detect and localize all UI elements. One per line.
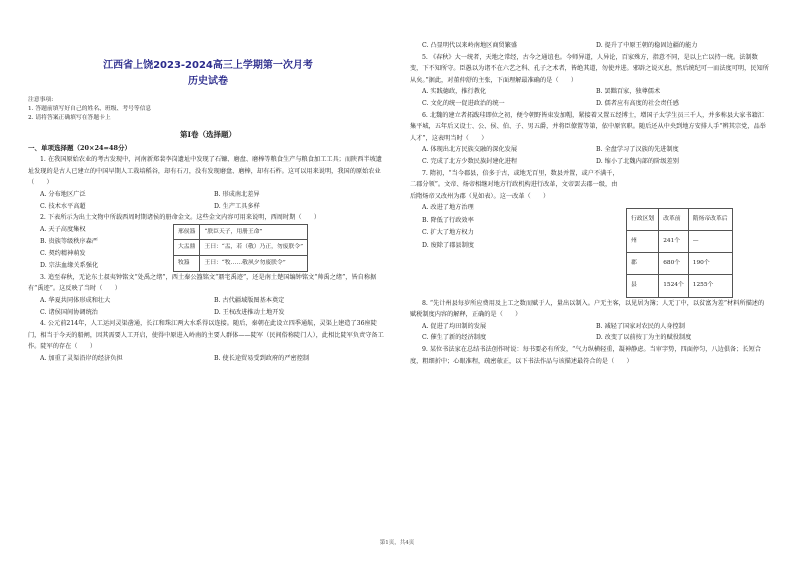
table-cell: 县	[627, 275, 659, 297]
table-header: 隋炀帝改革后	[688, 208, 732, 230]
option: C. 扩大了地方权力	[422, 229, 474, 237]
table-header: 改革前	[659, 208, 689, 230]
option: C. 完成了北方少数民族封建化进程	[422, 157, 518, 165]
option: B. 全盘学习了汉族的先进制度	[596, 146, 679, 154]
exam-subtitle: 历史试卷	[188, 76, 228, 87]
q2-body	[28, 224, 388, 272]
option: D. 改变了以前按丁为主的赋役制度	[596, 334, 692, 342]
q5-options	[410, 86, 770, 109]
page-footer: 第1页，共4页	[379, 540, 415, 546]
q1-text: 1. 在我国原始农业的考古发现中，河南新郑裴李岗遗址中发现了石镰、磨盘、磨棒等粮食生产与粮食加工工具；而陕西半坡遗址发现的是古人已建立的中国早期人工栽培稻谷，却有石刀，没有发现磨盘、磨棒，却有石柞。这可以用来说明，我国的原始农业（ ）	[28, 156, 382, 187]
volume-title: 第I卷（选择题）	[179, 130, 236, 139]
table-row	[627, 275, 733, 297]
option: B. 降低了行政效率	[422, 216, 474, 224]
option: D. 废除了郡县制度	[422, 241, 474, 249]
table-row	[627, 253, 733, 275]
q5-text: 5. 《春秋》大一统者，天地之常经，古今之通谊也。今师异道，人异论，百家殊方，指意不同，是以上亡以持一统。法制数变，下不知所守。臣愚以为诸不在六艺之科、孔子之术者，皆绝其道，勿使并进。邪辟之说灭息，然后统纪可一而法度可明，民知所从矣。”据此，对董仲舒的主张，下面理解最准确的是（ ）	[410, 53, 769, 84]
q3-options	[28, 295, 388, 318]
table-cell: 190个	[688, 253, 732, 275]
option: A. 改进了地方治理	[422, 204, 474, 212]
q7-table	[626, 208, 733, 298]
table-cell: 1255个	[688, 275, 732, 297]
option: C. 凸显明代以来岭南地区商贸繁盛	[422, 42, 518, 49]
table-cell: 郡	[627, 253, 659, 275]
q4-text: 4. 公元前214年，人工运河灵渠凿通，长江和珠江两大水系得以连接。随后，秦朝在此设立四季通航，灵渠上建造了36座陡门，相当于今天的船闸，因其需要人工开启，使得中原进入岭南的主要人群体——陡军（民间俗称陡门人），此相比陡军负责守备工作。陡军的存在（ ）	[28, 320, 384, 351]
option: C. 诸侯国间协调统治	[40, 308, 98, 316]
q1-options	[28, 189, 388, 212]
q7-body	[410, 168, 770, 298]
section-title: 一、单项选择题（20×24=48分）	[28, 143, 132, 152]
notes-heading: 注意事项:	[28, 97, 54, 103]
q4-options-continued	[410, 40, 770, 52]
q6-options	[410, 144, 770, 167]
table-cell: 大盂鼎	[174, 240, 200, 256]
q7-text: 7. 隋初，“当今郡县，倍多于古，或地无百里，数县并置，或户不满千，二郡分领”。文帝、炀帝相继对地方行政机构进行改革，文帝罢去郡一级，由后隋炀帝又改州为郡（见如表）。这一改革（ ）	[410, 169, 619, 200]
table-row	[174, 224, 308, 240]
table-row	[627, 208, 733, 230]
option: D. 儒者应有高度的社会责任感	[596, 99, 679, 107]
option: B. 古代疆域版图基本奠定	[214, 296, 285, 304]
q2-options	[28, 224, 165, 272]
q8-options	[410, 321, 770, 344]
q2-text: 2. 下表所示为出土文物中所载西周时期诸侯的册命金文。这些金文内容可用来说明，西周时期（ ）	[40, 214, 321, 222]
table-cell: 680个	[659, 253, 689, 275]
option: A. 体现出北方民族交融的深化发展	[422, 146, 518, 154]
option: A. 促进了均田制的发展	[422, 322, 487, 330]
table-cell: “朕臣天子，用册王命”	[200, 224, 308, 240]
option: A. 实践德政，推行教化	[422, 88, 487, 96]
option: D. 提升了中原王朝的稳固边疆的能力	[596, 42, 698, 49]
q4-options	[28, 353, 388, 365]
option: B. 贵族等级秩序森严	[40, 237, 98, 245]
option: A. 天子高度集权	[40, 225, 86, 233]
table-cell: —	[688, 230, 732, 252]
table-header: 行政区划	[627, 208, 659, 230]
table-cell: 1524个	[659, 275, 689, 297]
table-row	[627, 230, 733, 252]
option: D. 宗法血缘关系强化	[40, 261, 99, 269]
table-cell: 州	[627, 230, 659, 252]
note-2: 2. 请将答案正确填写在答题卡上	[28, 115, 111, 121]
q8-text: 8. “先计州县每岁所应费用及上工之数而赋于人，量出以制入。户无主客，以见居为簿；人无丁中，以贫富为差”材料所描述的赋税制度内容的解释，正确的是（ ）	[410, 299, 765, 319]
option: C. 催生了新的经济制度	[422, 334, 487, 342]
option: A. 分布地区广泛	[40, 190, 86, 198]
option: B. 使长途贸易受到政府的严密控制	[214, 354, 310, 362]
right-column	[410, 40, 770, 367]
table-row	[174, 256, 308, 272]
q9-text: 9. 某位书法家在总结书法创作时说：每书要必有所发，“气力纵横轻重，凝神静虑。当审字势，四面停匀，八边俱备；长短合度，粗细折中；心眼准程，疏密欹正，以下书法作品与该描述最符合的是（ ）	[410, 345, 761, 365]
left-column	[28, 0, 388, 365]
option: C. 契约精神萌发	[40, 249, 86, 257]
table-cell: 王曰：“盂，若（敬）乃正，勿废朕令”	[200, 240, 308, 256]
table-cell: 邢侯簋	[174, 224, 200, 240]
table-row	[174, 240, 308, 256]
exam-title: 江西省上饶2023-2024高三上学期第一次月考	[103, 60, 313, 71]
option: B. 罢黜百家，独尊儒术	[596, 88, 661, 96]
option: C. 文化的统一促进政治的统一	[422, 99, 505, 107]
option: D. 王权改进推动土地开发	[214, 308, 285, 316]
note-1: 1. 答题前填写好自己的姓名、班级、考号等信息	[28, 106, 152, 112]
option: D. 缩小了北魏内部的阶级差别	[596, 157, 679, 165]
option: B. 形成南北差异	[214, 190, 260, 198]
option: C. 技术水平高超	[40, 202, 86, 210]
q6-text: 6. 北魏的建立者拓跋珪即位之初，便令朝野皆束发加帽，紧接着又置五经博士，增国子太学生员三千人，并多称县大家书籍汇集平城，五年后又设士、公、侯、伯、子、男五爵，并将臣僚置等第，依中原官职。随后还从中央到地方安排人手“辨其宗党，品举人才”，这表明当时（ ）	[410, 111, 766, 142]
table-cell: 241个	[659, 230, 689, 252]
notes	[28, 96, 388, 123]
option: B. 减轻了国家对农民的人身控制	[596, 322, 685, 330]
option: D. 生产工具多样	[214, 202, 260, 210]
q2-table	[173, 224, 308, 272]
q7-text-and-options	[410, 168, 620, 298]
q3-text: 3. 追至春秋，无论东土叔夷钟铭文“处禹之绪”，西土秦公簋铭文“鼏宅禹迹”，还是南土楚国编钟铭文“帅禹之绪”，皆自称据有“禹迹”。这反映了当时（ ）	[28, 273, 377, 293]
option: A. 加重了灵渠沿岸的经济负担	[40, 354, 123, 362]
table-cell: 王曰：“牧……敬夙夕勿废朕令”	[200, 256, 308, 272]
table-cell: 牧簋	[174, 256, 200, 272]
option: A. 华夏共同体形成和壮大	[40, 296, 111, 304]
